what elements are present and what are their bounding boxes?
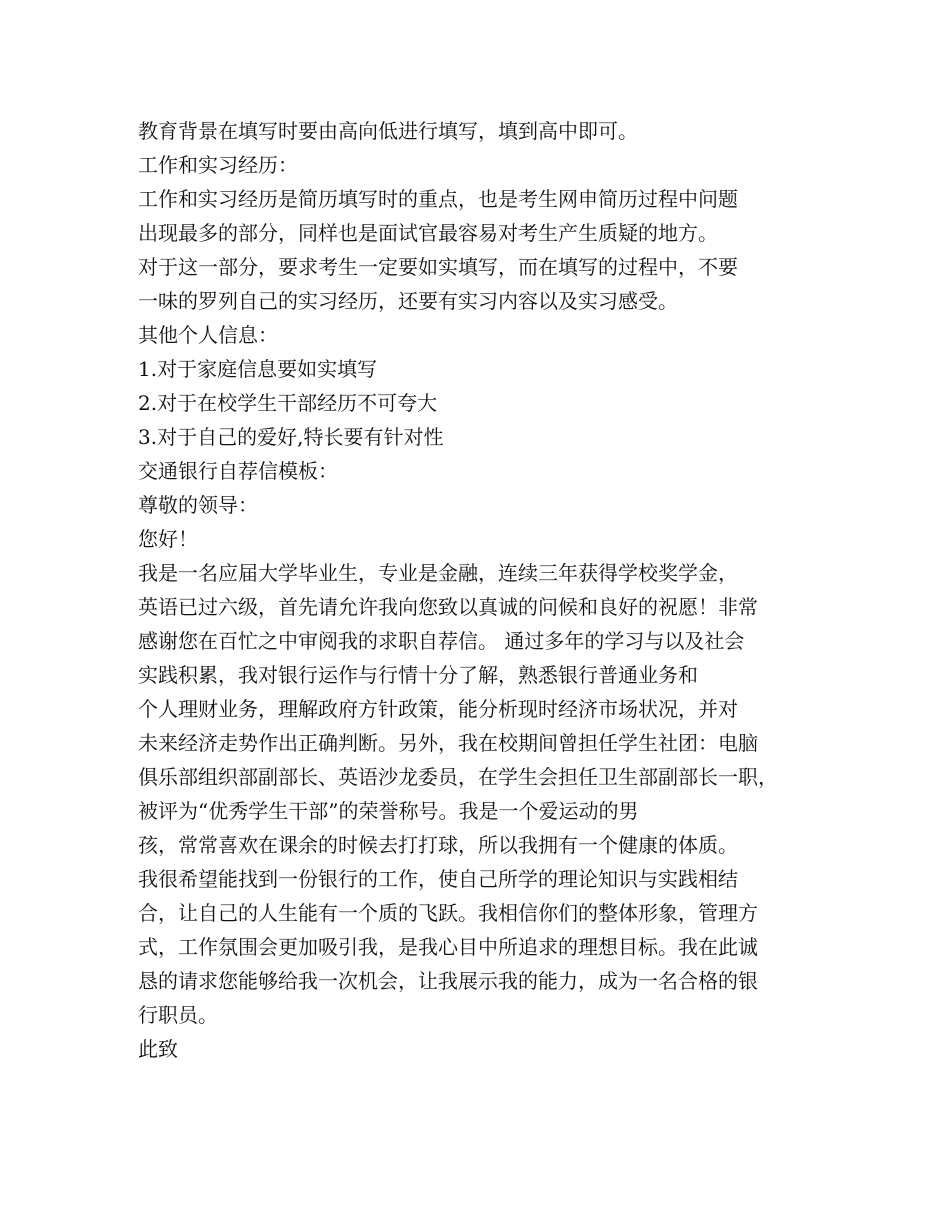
text-line: 您好！ xyxy=(138,527,198,551)
text-line: 3.对于自己的爱好,特长要有针对性 xyxy=(138,425,444,449)
text-line: 工作和实习经历是简历填写时的重点，也是考生网申简历过程中问题 xyxy=(138,187,738,211)
text-line: 未来经济走势作出正确判断。另外，我在校期间曾担任学生社团：电脑 xyxy=(138,731,758,755)
text-line: 孩，常常喜欢在课余的时候去打打球，所以我拥有一个健康的体质。 xyxy=(138,833,738,857)
text-line: 尊敬的领导： xyxy=(138,493,258,517)
text-line: 出现最多的部分，同样也是面试官最容易对考生产生质疑的地方。 xyxy=(138,221,718,245)
text-line: 此致 xyxy=(138,1037,178,1061)
text-line: 对于这一部分，要求考生一定要如实填写，而在填写的过程中，不要 xyxy=(138,255,738,279)
text-line: 2.对于在校学生干部经历不可夸大 xyxy=(138,391,438,415)
text-line: 其他个人信息： xyxy=(138,323,278,347)
text-line: 交通银行自荐信模板： xyxy=(138,459,338,483)
text-line: 1.对于家庭信息要如实填写 xyxy=(138,357,378,381)
text-line: 我很希望能找到一份银行的工作，使自己所学的理论知识与实践相结 xyxy=(138,867,738,891)
text-line: 被评为“优秀学生干部”的荣誉称号。我是一个爱运动的男 xyxy=(138,799,639,823)
document-body xyxy=(138,114,818,1066)
text-line: 个人理财业务，理解政府方针政策，能分析现时经济市场状况，并对 xyxy=(138,697,738,721)
text-line: 教育背景在填写时要由高向低进行填写，填到高中即可。 xyxy=(138,119,638,143)
text-line: 工作和实习经历： xyxy=(138,153,298,177)
text-line: 一味的罗列自己的实习经历，还要有实习内容以及实习感受。 xyxy=(138,289,678,313)
text-line: 式，工作氛围会更加吸引我，是我心目中所追求的理想目标。我在此诚 xyxy=(138,935,758,959)
text-line: 恳的请求您能够给我一次机会，让我展示我的能力，成为一名合格的银 xyxy=(138,969,758,993)
text-line: 英语已过六级，首先请允许我向您致以真诚的问候和良好的祝愿！非常 xyxy=(138,595,758,619)
text-line: 合，让自己的人生能有一个质的飞跃。我相信你们的整体形象，管理方 xyxy=(138,901,758,925)
text-line: 俱乐部组织部副部长、英语沙龙委员，在学生会担任卫生部副部长一职， xyxy=(138,765,778,789)
text-line: 我是一名应届大学毕业生，专业是金融，连续三年获得学校奖学金， xyxy=(138,561,738,585)
text-line: 实践积累，我对银行运作与行情十分了解，熟悉银行普通业务和 xyxy=(138,663,698,687)
text-line: 感谢您在百忙之中审阅我的求职自荐信。 通过多年的学习与以及社会 xyxy=(138,629,745,653)
text-line: 行职员。 xyxy=(138,1003,218,1027)
